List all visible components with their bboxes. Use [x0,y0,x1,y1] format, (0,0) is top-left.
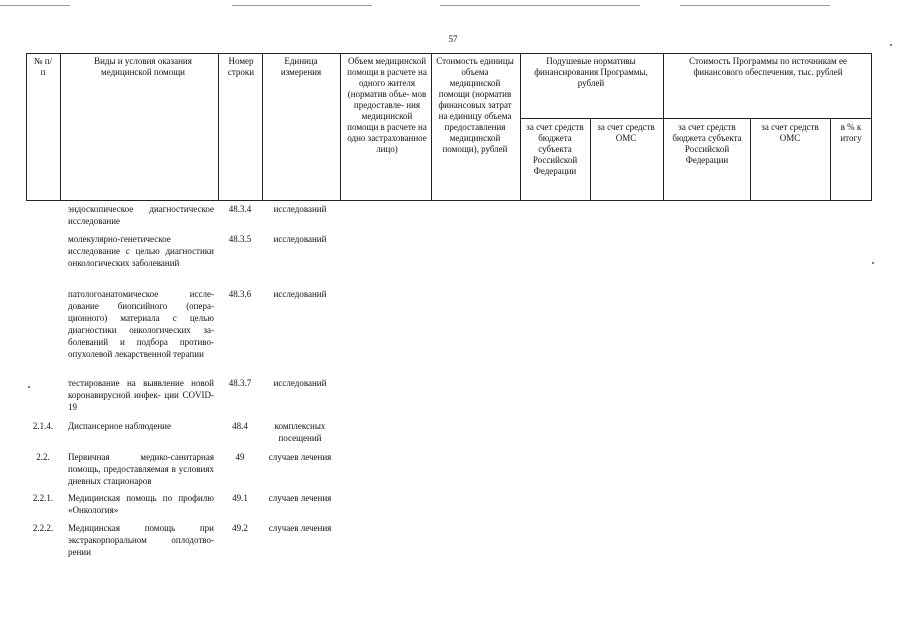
column-divider [830,118,831,201]
row-number: 2.2.1. [32,493,54,503]
header-sub-budget-2: за счет средств бюджета субъекта Российской Федерации [672,122,742,165]
table-header-bottom [26,200,872,201]
column-divider [520,53,521,201]
page-number: 57 [448,34,458,44]
scan-speck [872,262,874,264]
header-sub-budget: за счет средств бюджета субъекта Российской Федерации [526,122,584,176]
scan-speck [28,386,30,388]
scan-edge-line [0,5,70,6]
header-group-sources: Стоимость Программы по источникам ее финансового обеспечения, тыс. рублей [689,56,847,77]
row-number: 2.1.4. [32,421,54,431]
row-line-number: 48.3.6 [228,289,252,299]
scan-speck [890,44,892,46]
row-description: тестирование на выявление новой коронавирусной инфек- ции COVID-19 [68,378,214,412]
row-unit: случаев лечения [268,523,332,533]
row-unit: случаев лечения [268,493,332,503]
header-col-row: Номер строки [227,56,255,77]
row-number: 2.2.2. [32,523,54,533]
column-divider [340,53,341,201]
row-number: 2.2. [36,452,50,462]
row-line-number: 49 [235,452,245,462]
column-divider [60,53,61,201]
header-sub-oms: за счет средств ОМС [597,122,655,143]
header-sub-oms-2: за счет средств ОМС [761,122,819,143]
scan-edge-line [232,5,372,6]
header-col-volume: Объем медицинской помощи в расчете на одного жителя (норматив объе- мов предоставле- ния медицинской помощи в расчете на одно застрахованное лицо) [347,56,427,154]
scan-edge-line [680,5,830,6]
row-unit: случаев лечения [268,452,332,462]
row-unit: исследований [273,234,327,244]
row-unit: исследований [273,204,327,214]
column-divider [750,118,751,201]
row-line-number: 48.4 [232,421,248,431]
header-subrow-line [521,118,872,119]
row-line-number: 48.3.4 [228,204,252,214]
header-col-num: № п/п [33,56,53,77]
column-divider [218,53,219,201]
row-description: эндоскопическое диагностическое исследование [68,204,214,226]
row-description: молекулярно-генетическое исследование с целью диагностики онкологических заболеваний [68,234,214,268]
row-unit: исследований [273,289,327,299]
table-border-left [26,53,27,201]
column-divider [431,53,432,201]
table-border-top [26,53,872,54]
row-description: патологоанатомическое иссле- дование биопсийного (опера- ционного) материала с целью диагностики онкологических за- болеваний и подбора противо- опухолевой лекарственной терапии [68,289,214,359]
header-group-per-capita: Подушевые нормативы финансирования Программы, рублей [534,56,648,88]
row-line-number: 48.3.7 [228,378,252,388]
scan-edge-line [440,5,640,6]
column-divider [663,53,664,201]
header-col-types: Виды и условия оказания медицинской помощи [94,56,192,77]
row-unit: исследований [273,378,327,388]
column-divider [590,118,591,201]
column-divider [262,53,263,201]
row-description: Первичная медико-санитарная помощь, предоставляемая в условиях дневных стационаров [68,452,214,486]
row-line-number: 48.3.5 [228,234,252,244]
table-border-right [871,53,872,201]
row-unit: комплексных посещений [274,421,326,443]
header-col-unit: Единица измерения [280,56,322,77]
row-description: Медицинская помощь по профилю «Онкология» [68,493,214,515]
row-line-number: 49.2 [232,523,248,533]
row-line-number: 49.1 [232,493,248,503]
row-description: Диспансерное наблюдение [68,421,171,431]
header-col-cost: Стоимость единицы объема медицинской помощи (норматив финансовых затрат на единицу объема предоставления медицинской помощи), рублей [436,56,514,154]
row-description: Медицинская помощь при экстракорпоральном оплодотво- рении [68,523,214,557]
header-sub-percent: в % к итогу [840,122,862,143]
